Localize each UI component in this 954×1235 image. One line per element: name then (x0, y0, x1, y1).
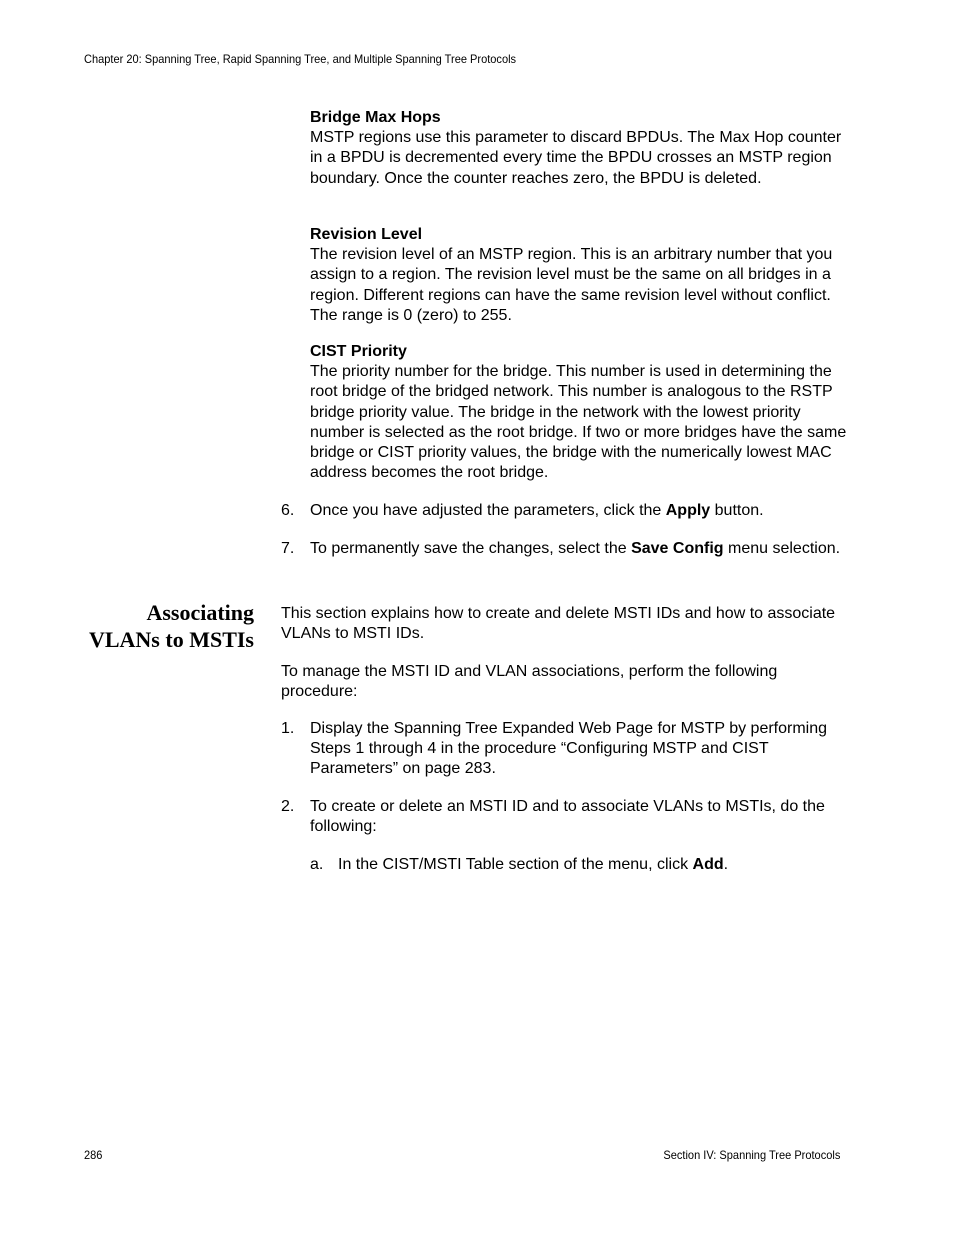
section-heading-line: Associating (146, 600, 254, 625)
procedure-intro: To manage the MSTI ID and VLAN associations, perform the following procedure: (281, 663, 778, 701)
step-text-part: button. (710, 502, 764, 519)
substep-text-part: . (723, 856, 729, 873)
step-7 (281, 539, 851, 559)
section-heading-line: VLANs to MSTIs (88, 627, 254, 652)
step-text (310, 539, 851, 559)
param-term: Bridge Max Hops (310, 109, 441, 126)
apply-button-reference: Apply (665, 502, 711, 519)
running-header: Chapter 20: Spanning Tree, Rapid Spanning Tree, and Multiple Spanning Tree Protocols (84, 52, 517, 66)
param-cist-priority (310, 342, 850, 483)
param-bridge-max-hops (310, 108, 850, 189)
step-number: 2. (281, 798, 295, 815)
save-config-reference: Save Config (631, 540, 724, 557)
param-description: The revision level of an MSTP region. This is an arbitrary number that you assign to a region. The revision level must be the same on all bridges in a region. Different regions can have the same revision level without conflict. The range is 0 (zero) to 255. (310, 246, 833, 324)
step-text-part: menu selection. (723, 540, 841, 557)
substep-a (310, 855, 850, 875)
step-2 (281, 797, 851, 837)
step-text (310, 501, 851, 521)
param-description: The priority number for the bridge. This number is used in determining the root bridge of the bridged network. This number is analogous to the RSTP bridge priority value. The bridge in the network with the lowest priority number is selected as the root bridge. If two or more bridges have the same bridge or CIST priority values, the bridge with the numerically lowest MAC address becomes the root bridge. (310, 363, 847, 482)
substep-letter: a. (310, 856, 324, 873)
section-heading (60, 599, 254, 653)
param-revision-level (310, 225, 850, 326)
step-number: 1. (281, 720, 295, 737)
section-intro: This section explains how to create and delete MSTI IDs and how to associate VLANs to MSTI IDs. (281, 605, 836, 643)
step-6 (281, 501, 851, 521)
param-term: Revision Level (310, 226, 423, 243)
step-text: Display the Spanning Tree Expanded Web Page for MSTP by performing Steps 1 through 4 in the procedure “Configuring MSTP and CIST Parameters” on page 283. (310, 720, 828, 778)
substep-text (338, 855, 850, 875)
section-footer: Section IV: Spanning Tree Protocols (663, 1148, 840, 1162)
param-term: CIST Priority (310, 343, 407, 360)
page-number: 286 (84, 1148, 103, 1162)
substep-text-part: In the CIST/MSTI Table section of the menu, click (338, 856, 693, 873)
step-1 (281, 719, 851, 780)
param-description: MSTP regions use this parameter to discard BPDUs. The Max Hop counter in a BPDU is decremented every time the BPDU crosses an MSTP region boundary. Once the counter reaches zero, the BPDU is deleted. (310, 129, 842, 187)
step-text-part: Once you have adjusted the parameters, click the (310, 502, 666, 519)
add-button-reference: Add (692, 856, 724, 873)
step-text-part: To permanently save the changes, select the (310, 540, 632, 557)
step-text: To create or delete an MSTI ID and to associate VLANs to MSTIs, do the following: (310, 798, 825, 836)
step-number: 6. (281, 502, 295, 519)
step-number: 7. (281, 540, 295, 557)
